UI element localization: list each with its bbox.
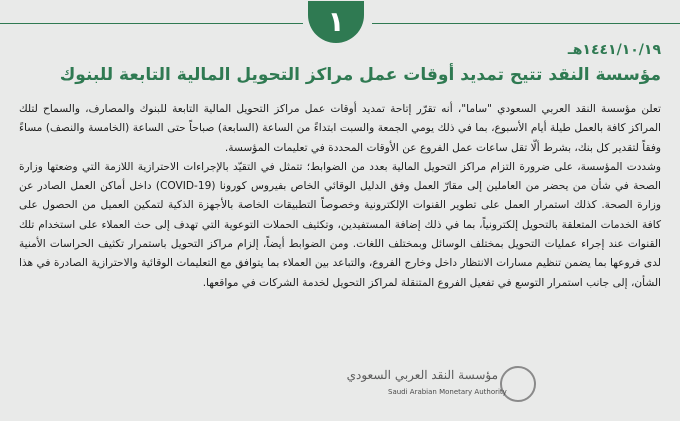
badge-number: ١ [327,5,345,38]
paragraph: وشددت المؤسسة، على ضرورة التزام مراكز التحويل المالية بعدد من الضوابط؛ تتمثل في التقيّد بالإجراءات الاحترازية اللازمة التي وضعتها وزارة الصحة في شأن من يحضر من العاملين إلى مقارّ العمل وفق الدليل الوقائي الخاص بفيروس كورونا (COVID-19) داخل أماكن العمل الصادر عن وزارة الصحة. كذلك استمرار العمل على تطوير القنوات الإلكترونية وخصوصاً التطبيقات الخاصة بالأجهزة الذكية لتمكين العميل من الحصول على كافة الخدمات المتعلقة بالتحويل إلكترونياً، بما في ذلك إضافة المستفيدين، وتكثيف الحملات التوعوية التي تهدف إلى حث العملاء على استخدام تلك القنوات عند إجراء عمليات التحويل بمختلف الوسائل وبمختلف اللغات. ومن الضوابط أيضاً، إلزام مراكز التحويل باستمرار تكثيف الحراسات الأمنية لدى فروعها بما يضمن تنظيم مسارات الانتظار داخل وخارج الفروع، والتباعد بين العملاء بما يتوافق مع التعليمات الوقائية والاحترازية الصادرة في هذا الشأن، إلى جانب استمرار التوسع في تفعيل الفروع المتنقلة لمراكز التحويل لخدمة الشركات في مواقعها. [19,160,661,289]
logo-english-name: Saudi Arabian Monetary Authority [388,388,507,396]
logo-arabic-name: مؤسسة النقد العربي السعودي [346,368,498,382]
page-title: مؤسسة النقد تتيح تمديد أوقات عمل مراكز التحويل المالية التابعة للبنوك [59,65,661,85]
article-body [19,100,661,293]
header-rule-right [372,23,680,24]
header-rule-left [0,23,303,24]
date-label: ١٤٤١/١٠/١٩هـ [567,42,661,58]
paragraph: تعلن مؤسسة النقد العربي السعودي "ساما"، أنه تقرّر إتاحة تمديد أوقات عمل مراكز التحويل المالية التابعة للبنوك والمصارف، والسماح لتلك المراكز كافة بالعمل طيلة أيام الأسبوع، بما في ذلك يومي الجمعة والسبت ابتداءً من الساعة (السابعة) صباحاً حتى الساعة (الخامسة والنصف) مساءً وفقاً لتقدير كل بنك، بشرط ألّا تقل ساعات عمل الفروع عن الأوقات المحددة في تعليمات المؤسسة. [19,103,661,154]
emblem-icon [500,366,536,402]
number-badge [308,1,364,43]
sama-logo [346,366,548,406]
